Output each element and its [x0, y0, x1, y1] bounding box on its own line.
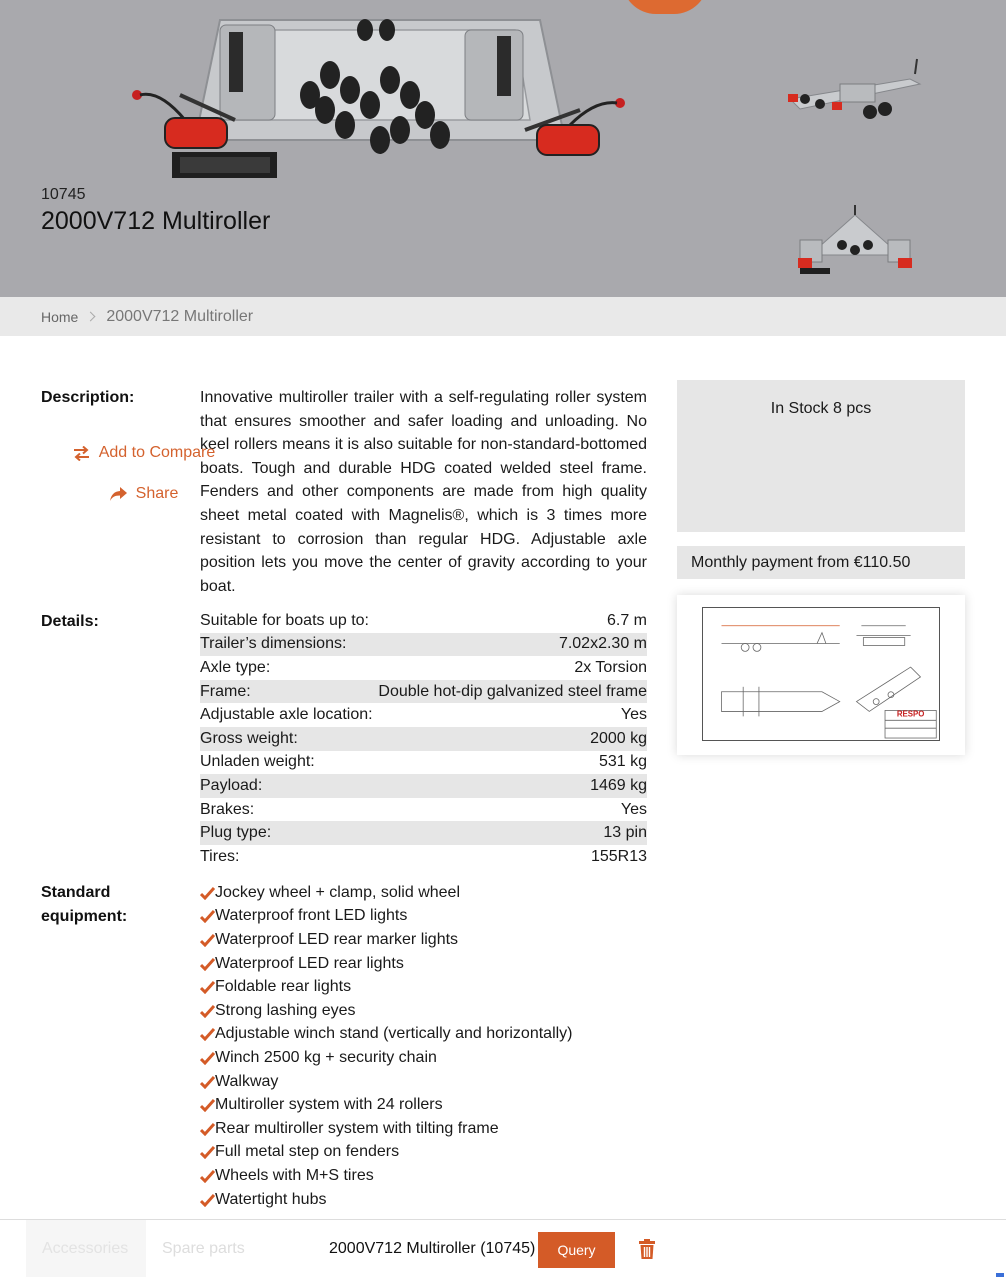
equipment-item-text: Watertight hubs: [215, 1190, 327, 1208]
detail-key: Trailer’s dimensions:: [200, 635, 347, 653]
equipment-item-text: Strong lashing eyes: [215, 1001, 356, 1019]
chevron-right-icon: [86, 312, 96, 322]
detail-value: 531 kg: [598, 753, 647, 771]
detail-key: Adjustable axle location:: [200, 706, 373, 724]
monthly-payment: Monthly payment from €110.50: [677, 546, 965, 579]
detail-key: Axle type:: [200, 658, 271, 676]
detail-row: [200, 609, 647, 633]
list-item: [200, 952, 647, 976]
detail-row: [200, 656, 647, 680]
query-product-name: 2000V712 Multiroller (10745): [329, 1240, 536, 1257]
breadcrumb-home-link[interactable]: Home: [41, 308, 79, 325]
stock-status: In Stock 8 pcs: [770, 400, 872, 417]
equipment-item-text: Rear multiroller system with tilting frame: [215, 1119, 499, 1137]
query-button[interactable]: Query: [538, 1232, 615, 1268]
check-icon: [200, 1027, 215, 1041]
list-item: [200, 1046, 647, 1070]
list-item: [200, 881, 647, 905]
detail-row: [200, 774, 647, 798]
detail-row: [200, 727, 647, 751]
equipment-item-text: Adjustable winch stand (vertically and horizontally): [215, 1025, 573, 1043]
detail-value: Yes: [620, 706, 647, 724]
equipment-item-text: Waterproof LED rear lights: [215, 954, 404, 972]
share-label: Share: [135, 485, 179, 502]
details-table: [200, 609, 647, 869]
check-icon: [200, 886, 215, 900]
drawing-brand: RESPO: [896, 709, 925, 719]
detail-value: 6.7 m: [606, 611, 647, 629]
check-icon: [200, 1169, 215, 1183]
list-item: [200, 975, 647, 999]
check-icon: [200, 1004, 215, 1018]
trash-icon[interactable]: [638, 1239, 656, 1259]
equipment-label-line2: equipment:: [41, 907, 128, 925]
detail-key: Suitable for boats up to:: [200, 611, 369, 629]
detail-value: Yes: [620, 800, 647, 818]
detail-row: [200, 821, 647, 845]
gallery-thumbnail-rear[interactable]: [780, 200, 930, 280]
detail-key: Tires:: [200, 847, 240, 865]
equipment-item-text: Walkway: [215, 1072, 279, 1090]
product-code: 10745: [41, 186, 86, 203]
equipment-label-line1: Standard: [41, 884, 111, 901]
add-to-compare-label: Add to Compare: [98, 444, 216, 461]
detail-row: [200, 798, 647, 822]
share-arrow-icon: [110, 487, 127, 501]
equipment-item-text: Multiroller system with 24 rollers: [215, 1096, 443, 1114]
stock-panel: [677, 380, 965, 532]
list-item: [200, 905, 647, 929]
detail-row: [200, 703, 647, 727]
detail-key: Frame:: [200, 682, 251, 700]
trailer-main-image[interactable]: [125, 0, 635, 190]
description-text: Innovative multiroller trailer with a self-regulating roller system that ensures smoother and safer loading and unloading. No keel rollers means it is also suitable for non-standard-bottomed boats. Tough and durable HDG coated welded steel frame. Fenders and other components are made from high quality sheet metal coated with Magnelis®, which is 3 times more resistant to corrosion than regular HDG. Adjustable axle position lets you move the center of gravity according to your boat.: [200, 389, 647, 595]
equipment-item-text: Foldable rear lights: [215, 978, 352, 996]
product-title: 2000V712 Multiroller: [41, 207, 271, 235]
detail-key: Unladen weight:: [200, 753, 315, 771]
breadcrumb: [0, 297, 1006, 336]
detail-key: Brakes:: [200, 800, 255, 818]
tab-spare-parts[interactable]: Spare parts: [162, 1239, 245, 1257]
detail-value: 155R13: [590, 847, 647, 865]
detail-value: 2000 kg: [590, 729, 647, 747]
detail-value: 13 pin: [603, 824, 647, 842]
add-to-compare-button[interactable]: [0, 444, 288, 462]
list-item: [200, 1023, 647, 1047]
equipment-item-text: Full metal step on fenders: [215, 1143, 400, 1161]
gallery-thumbnail-side[interactable]: [780, 54, 930, 134]
technical-drawing-image[interactable]: [702, 607, 940, 741]
list-item: [200, 1141, 647, 1165]
technical-drawing-card[interactable]: [677, 595, 965, 755]
detail-key: Plug type:: [200, 824, 272, 842]
equipment-label: [41, 881, 127, 928]
compare-arrows-icon: [73, 446, 90, 461]
list-item: [200, 1093, 647, 1117]
equipment-list: [200, 881, 647, 1211]
detail-value: Double hot-dip galvanized steel frame: [378, 682, 647, 700]
list-item: [200, 1117, 647, 1141]
list-item: [200, 928, 647, 952]
bottom-query-bar: [0, 1219, 1006, 1280]
details-label: Details:: [41, 613, 99, 630]
detail-row: [200, 845, 647, 869]
check-icon: [200, 1122, 215, 1136]
check-icon: [200, 1145, 215, 1159]
detail-row: [200, 680, 647, 704]
tabs: [26, 1220, 261, 1277]
equipment-item-text: Wheels with M+S tires: [215, 1166, 374, 1184]
check-icon: [200, 1098, 215, 1112]
check-icon: [200, 1075, 215, 1089]
list-item: [200, 1188, 647, 1212]
detail-key: Gross weight:: [200, 729, 298, 747]
product-hero: [0, 0, 1006, 297]
detail-row: [200, 633, 647, 657]
list-item: [200, 1070, 647, 1094]
list-item: [200, 1164, 647, 1188]
equipment-item-text: Jockey wheel + clamp, solid wheel: [215, 883, 461, 901]
detail-value: 7.02x2.30 m: [558, 635, 647, 653]
check-icon: [200, 909, 215, 923]
detail-key: Payload:: [200, 776, 263, 794]
corner-indicator: [996, 1273, 1004, 1277]
check-icon: [200, 1051, 215, 1065]
check-icon: [200, 1193, 215, 1207]
description-label: Description:: [41, 389, 135, 406]
equipment-item-text: Waterproof LED rear marker lights: [215, 930, 459, 948]
equipment-item-text: Waterproof front LED lights: [215, 907, 408, 925]
share-button[interactable]: [0, 485, 288, 503]
detail-value: 1469 kg: [590, 776, 647, 794]
detail-value: 2x Torsion: [574, 658, 647, 676]
equipment-item-text: Winch 2500 kg + security chain: [215, 1048, 437, 1066]
breadcrumb-current: 2000V712 Multiroller: [106, 307, 254, 325]
check-icon: [200, 980, 215, 994]
check-icon: [200, 957, 215, 971]
check-icon: [200, 933, 215, 947]
tab-accessories[interactable]: Accessories: [26, 1220, 146, 1277]
detail-row: [200, 751, 647, 775]
list-item: [200, 999, 647, 1023]
